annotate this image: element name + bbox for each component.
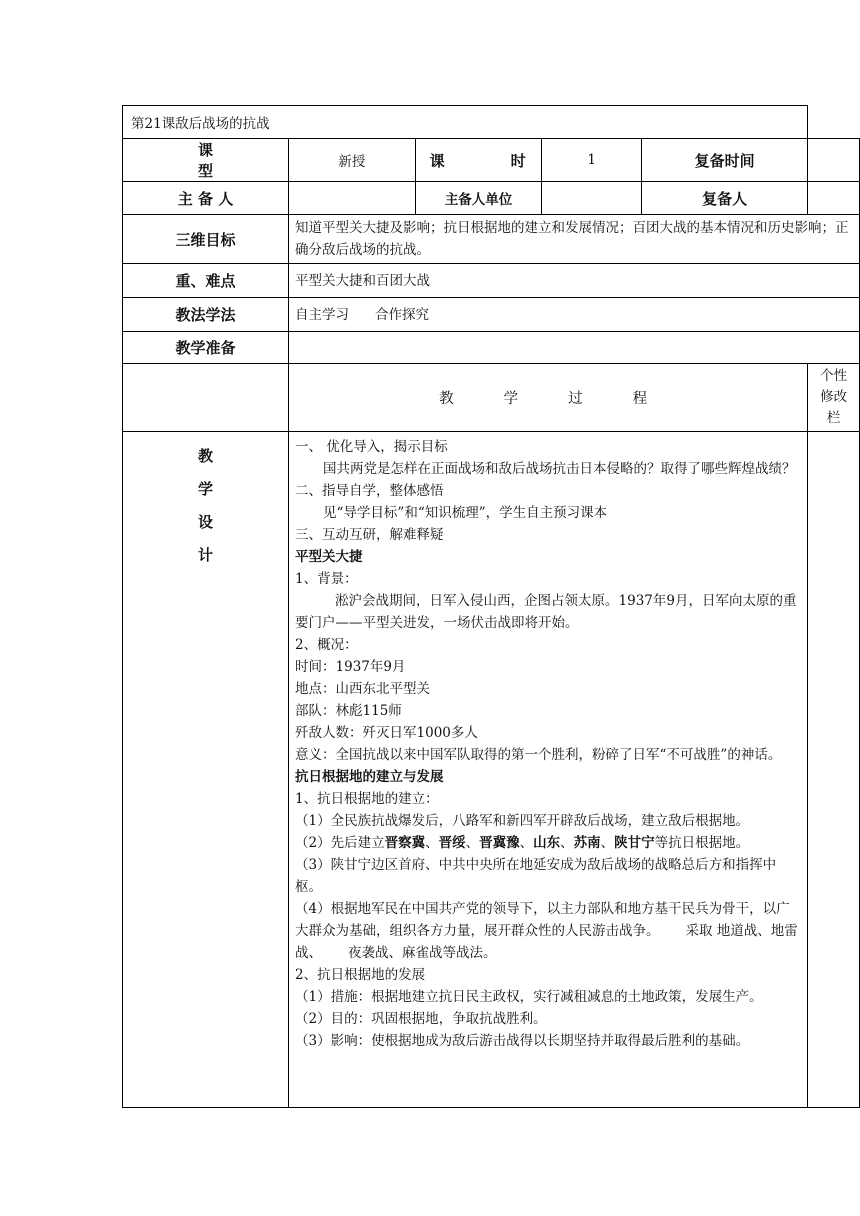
text-span: 采取 地道战、地雷战、: [295, 923, 798, 961]
blank-corner: [808, 106, 860, 139]
background-label: 1、背景：: [295, 571, 358, 587]
design-label-char: 设: [198, 513, 214, 531]
section-3-heading: 三、互动互研，解难释疑: [295, 527, 444, 543]
method-2: 合作探究: [375, 306, 430, 323]
base-name: 苏南: [573, 835, 601, 851]
preparer-label: 主 备 人: [123, 182, 289, 215]
separator: 、: [425, 835, 439, 851]
type-value: 新授: [289, 139, 416, 182]
base-name: 山东: [533, 835, 561, 851]
process-blank-cell: [123, 364, 289, 432]
methods-label: 教法学法: [123, 298, 289, 332]
side-heading-line-1: 个性: [820, 368, 848, 384]
design-label-char: 教: [198, 447, 214, 465]
base-areas-title: 抗日根据地的建立与发展: [295, 769, 444, 785]
overview-label: 2、概况：: [295, 637, 358, 653]
side-heading-line-2: 修改: [820, 389, 848, 405]
methods-text: [289, 298, 860, 332]
text-span: 等抗日根据地。: [654, 835, 750, 851]
section-2-body: 见“导学目标”和“知识梳理”，学生自主预习课本: [323, 505, 608, 521]
text-span: （4）根据地军民在中国共产党的领导下，以主力部队和地方基干民兵为骨干，以广大群众为基础，组织各方力量，展开群众性的人民游击战争。: [295, 901, 790, 939]
unit-value: [542, 182, 642, 215]
develop-item-2: （2）目的：巩固根据地，争取抗战胜利。: [295, 1011, 547, 1027]
type-label: 课 型: [123, 139, 289, 182]
preparer-value: [289, 182, 416, 215]
co-preparer-label: 复备人: [641, 182, 807, 215]
lesson-title: 第21课敌后战场的抗战: [123, 106, 808, 139]
overview-meaning: 意义：全国抗战以来中国军队取得的第一个胜利，粉碎了日军“不可战胜”的神话。: [295, 747, 782, 763]
pingxingguan-title: 平型关大捷: [295, 549, 363, 565]
hours-label: 课 时: [415, 139, 542, 182]
preparation-text: [289, 332, 860, 364]
unit-label: 主备人单位: [415, 182, 542, 215]
develop-item-1: （1）措施：根据地建立抗日民主政权，实行减租减息的土地政策，发展生产。: [295, 989, 763, 1005]
personal-revision-cell: [808, 432, 860, 1108]
side-heading-line-3: 栏: [826, 410, 841, 426]
co-preparer-value: [808, 182, 860, 215]
preparation-label: 教学准备: [123, 332, 289, 364]
separator: 、: [600, 835, 615, 851]
goals-label: 三维目标: [123, 215, 289, 264]
overview-place: 地点：山西东北平型关: [295, 681, 431, 697]
design-label-char: 学: [198, 480, 214, 498]
section-1-heading: 一、 优化导入，揭示目标: [295, 439, 448, 455]
key-points-text: 平型关大捷和百团大战: [289, 264, 860, 298]
text-span: （2）先后建立: [295, 835, 385, 851]
method-1: 自主学习: [295, 306, 350, 323]
develop-item-3: （3）影响：使根据地成为敌后游击战得以长期坚持并取得最后胜利的基础。: [295, 1033, 750, 1049]
base-name: 晋冀豫: [479, 835, 520, 851]
establish-item-2: [295, 832, 800, 854]
review-time-label: 复备时间: [641, 139, 807, 182]
design-label-char: 计: [198, 546, 214, 564]
separator: 、: [560, 835, 574, 851]
base-name: 晋察冀: [384, 835, 426, 851]
background-body: 淞沪会战期间，日军入侵山西，企图占领太原。1937年9月，日军向太原的重要门户——平型关进发，一场伏击战即将开始。: [295, 593, 797, 631]
section-1-body: 国共两党是怎样在正面战场和敌后战场抗击日本侵略的？取得了哪些辉煌战绩？: [323, 461, 796, 477]
goals-text: 知道平型关大捷及影响；抗日根据地的建立和发展情况；百团大战的基本情况和历史影响；正确分敌后战场的抗战。: [289, 215, 860, 264]
review-time-value: [808, 139, 860, 182]
separator: 、: [519, 835, 534, 851]
base-name: 陕甘宁: [614, 835, 655, 851]
base-develop-heading: 2、抗日根据地的发展: [295, 967, 426, 983]
section-2-heading: 二、指导自学，整体感悟: [295, 483, 444, 499]
establish-item-3: （3）陕甘宁边区首府、中共中央所在地延安成为敌后战场的战略总后方和指挥中枢。: [295, 857, 777, 895]
establish-item-4: [295, 898, 800, 964]
text-span: 夜袭战、麻雀战等战法。: [348, 945, 497, 961]
hours-value: 1: [542, 139, 642, 182]
process-heading: 教学过程: [289, 364, 808, 432]
design-content: [289, 432, 808, 1108]
base-name: 晋绥: [438, 835, 466, 851]
overview-kills: 歼敌人数：歼灭日军1000多人: [295, 725, 478, 741]
separator: 、: [465, 835, 480, 851]
key-points-label: 重、难点: [123, 264, 289, 298]
overview-troops: 部队：林彪115师: [295, 703, 402, 719]
overview-time: 时间：1937年9月: [295, 659, 406, 675]
establish-item-1: （1）全民族抗战爆发后，八路军和新四军开辟敌后战场，建立敌后根据地。: [295, 813, 750, 829]
design-label: [123, 432, 289, 1108]
base-establish-heading: 1、抗日根据地的建立：: [295, 791, 439, 807]
lesson-plan-table: [122, 105, 860, 1108]
personal-revision-heading: [808, 364, 860, 432]
